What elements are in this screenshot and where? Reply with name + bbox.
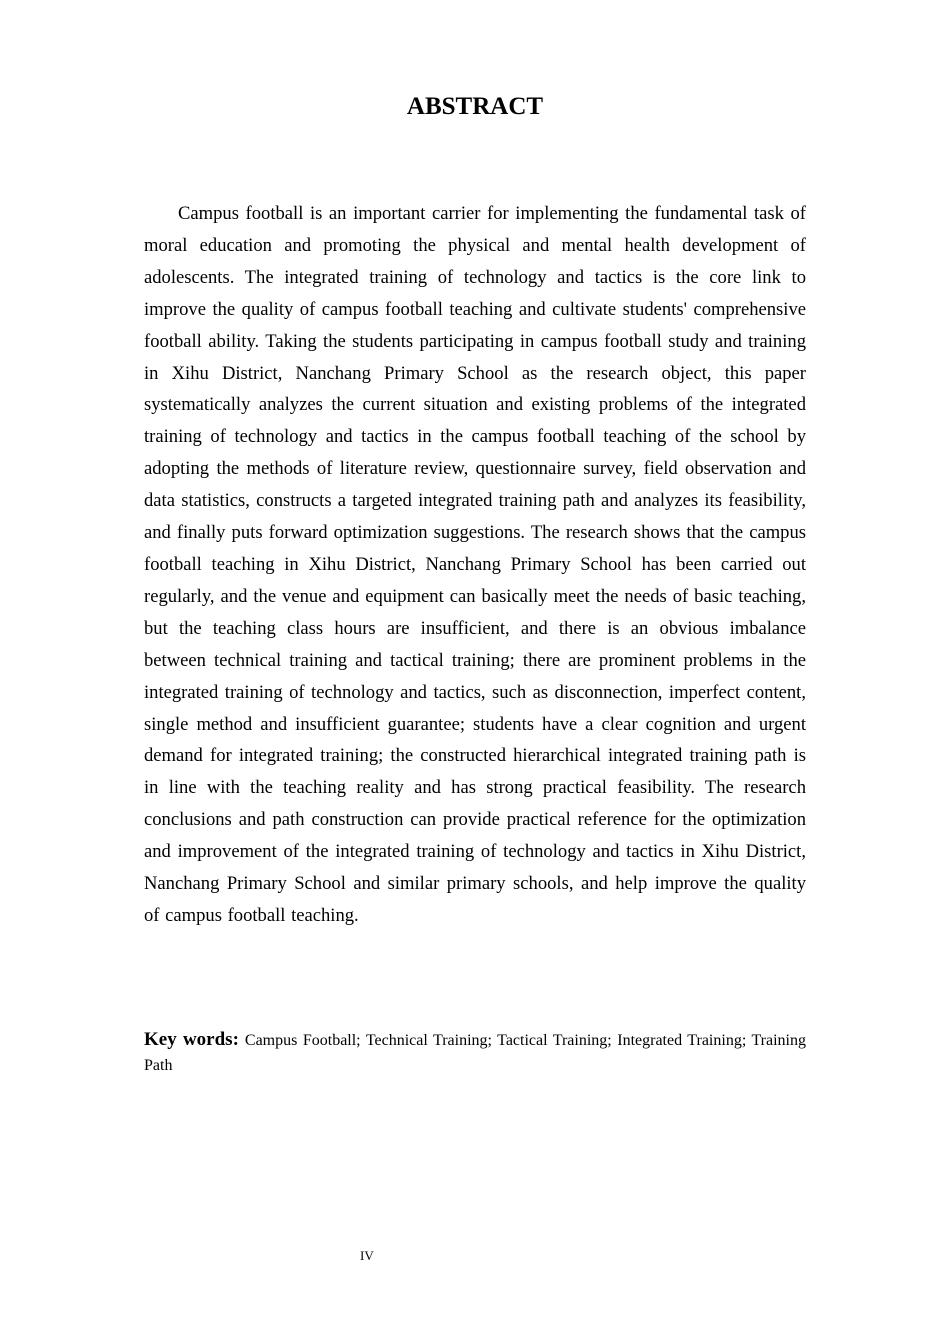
page-title: ABSTRACT (406, 93, 544, 120)
abstract-body: Campus football is an important carrier for implementing the fundamental task of moral education and promoting the physical and mental health development of adolescents. The integrated training of technology and tactics is the core link to improve the quality of campus football teaching and cultivate students' comprehensive football ability. Taking the students participating in campus football study and training in Xihu District, Nanchang Primary School as the research object, this paper systematically analyzes the current situation and existing problems of the integrated training of technology and tactics in the campus football teaching of the school by adopting the methods of literature review, questionnaire survey, field observation and data statistics, constructs a targeted integrated training path and analyzes its feasibility, and finally puts forward optimization suggestions. The research shows that the campus football teaching in Xihu District, Nanchang Primary School has been carried out regularly, and the venue and equipment can basically meet the needs of basic teaching, but the teaching class hours are insufficient, and there is an obvious imbalance between technical training and tactical training; there are prominent problems in the integrated training of technology and tactics, such as disconnection, imperfect content, single method and insufficient guarantee; students have a clear cognition and urgent demand for integrated training; the constructed hierarchical integrated training path is in line with the teaching reality and has strong practical feasibility. The research conclusions and path construction can provide practical reference for the optimization and improvement of the integrated training of technology and tactics in Xihu District, Nanchang Primary School and similar primary schools, and help improve the quality of campus football teaching. (144, 203, 806, 926)
page-number: IV (360, 1248, 374, 1263)
keywords-text: Campus Football; Technical Training; Tactical Training; Integrated Training; Training Path (144, 1032, 807, 1074)
keywords-label: Key words: (144, 1029, 239, 1050)
keywords-paragraph (144, 1028, 806, 1078)
